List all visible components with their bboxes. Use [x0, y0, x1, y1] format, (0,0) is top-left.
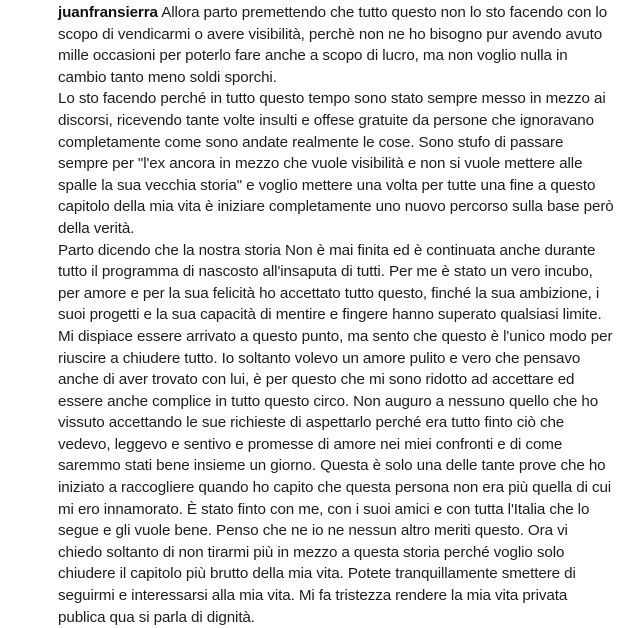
- caption-paragraph-2: Lo sto facendo perché in tutto questo tempo sono stato sempre messo in mezzo ai discorsi, ricevendo tante volte insulti e offese gratuite da persone che ignoravano completamente come sono andate realmente le cose. Sono stufo di passare sempre per "l'ex ancora in mezzo che vuole visibilità e non si vuole mettere alle spalle la sua vecchia storia" e voglio mettere una volta per tutte una fine a questo capitolo della mia vita è iniziare completamente uno nuovo percorso sulla base però della verità.: [58, 90, 614, 237]
- caption-paragraph-3: Parto dicendo che la nostra storia Non è mai finita ed è continuata anche durante tutto il programma di nascosto all'insaputa di tutti. Per me è stato un vero incubo, per amore e per la sua felicità ho accettato tutto questo, finché la sua ambizione, i suoi progetti e la sua capacità di mentire e fingere hanno superato qualsiasi limite.: [58, 241, 602, 324]
- username-link[interactable]: juanfransierra: [58, 4, 158, 21]
- caption-paragraph-4: Mi dispiace essere arrivato a questo punto, ma sento che questo è l'unico modo per riuscire a chiudere tutto. Io soltanto volevo un amore pulito e vero che pensavo anche di aver trovato con lui, è per questo che mi sono ridotto ad accettare ed essere anche complice in tutto questo circo. Non auguro a nessuno quello che ho vissuto accettando le sue richieste di aspettarlo perché era tutto finto ciò che vedevo, leggevo e sentivo e promesse di amore nei miei confronti e di come saremmo stati bene insieme un giorno. Questa è solo una delle tante prove che ho iniziato a raccogliere quando ho capito che questa persona non era più quella di cui mi ero innamorato. È stato finto con me, con i suoi amici e con tutta l'Italia che lo segue e gli vuole bene. Penso che ne io ne nessun altro meriti questo. Ora vi chiedo soltanto di non tirarmi più in mezzo a questa storia perché voglio solo chiudere il capitolo più brutto della mia vita. Potete tranquillamente smettere di seguirmi e interessarsi alla mia vita. Mi fa tristezza rendere la mia vita privata publica qua si parla di dignità.: [58, 327, 613, 626]
- caption-text-1: Allora parto premettendo che tutto questo non lo sto facendo con lo scopo di vendicarmi o avere visibilità, perchè non ne ho bisogno pur avendo avuto mille occasioni per poterlo fare anche a scopo di lucro, ma non voglio nulla in cambio tanto meno soldi sporchi.: [58, 4, 608, 86]
- caption-paragraph-1: [58, 2, 614, 88]
